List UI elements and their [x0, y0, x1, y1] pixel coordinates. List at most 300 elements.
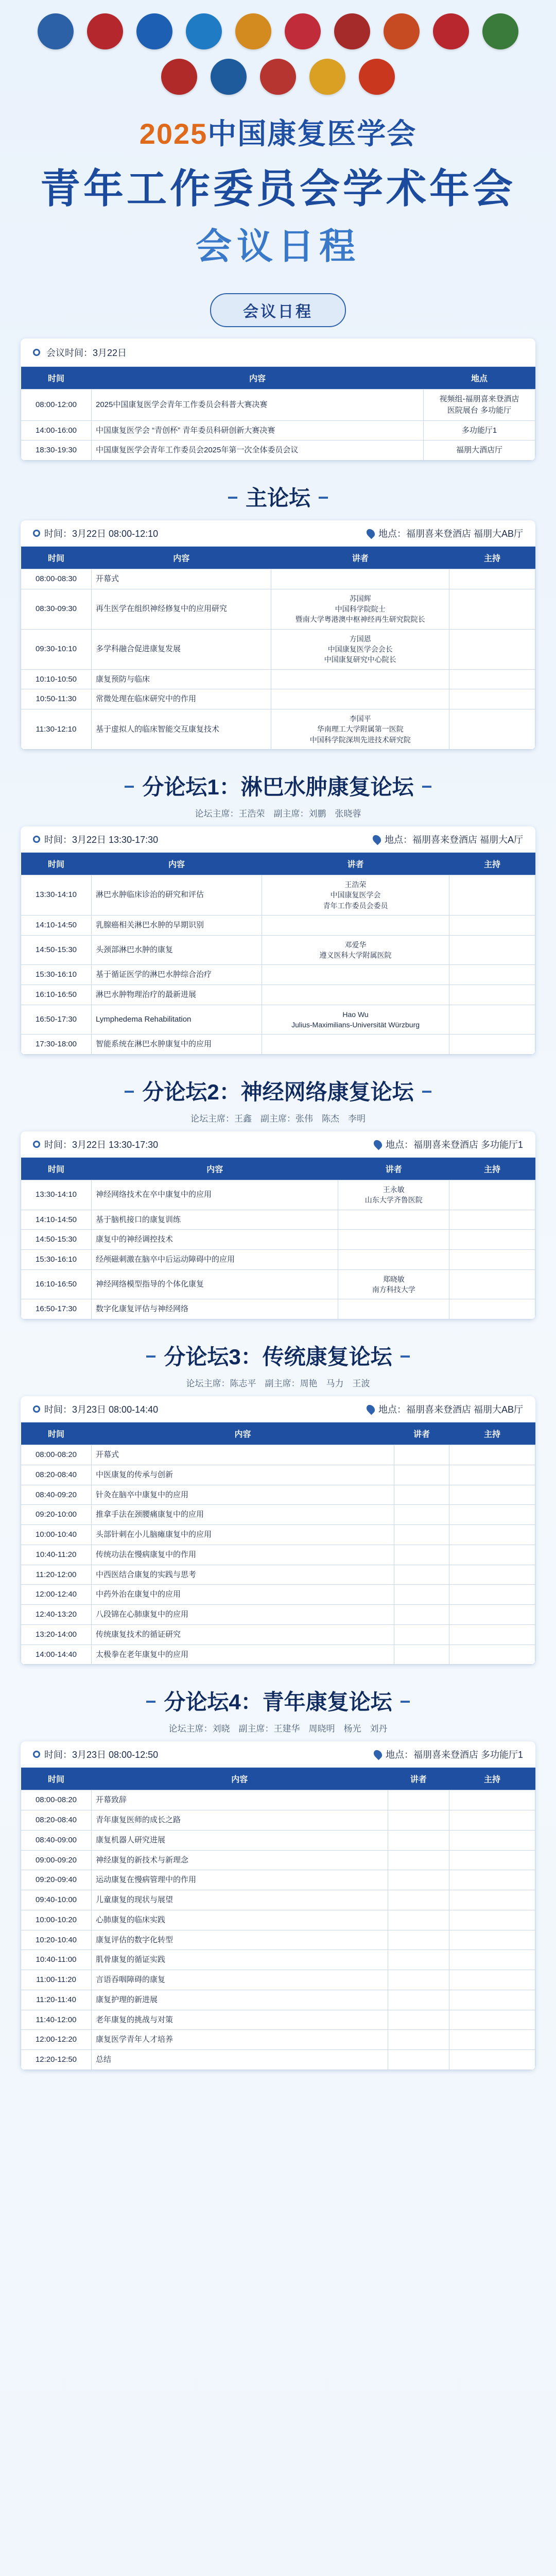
table-row	[21, 1790, 535, 1810]
table-cell: 18:30-19:30	[21, 440, 92, 461]
table-cell	[449, 1810, 535, 1831]
table-cell: 15:30-16:10	[21, 965, 92, 985]
table-cell: 14:50-15:30	[21, 935, 92, 965]
table-cell: 康复评估的数字化转型	[92, 1930, 388, 1950]
session-place: 地点：福朋喜来登酒店 多功能厅1	[385, 1750, 523, 1760]
table-cell	[449, 1250, 535, 1270]
table-cell: 14:00-14:40	[21, 1645, 92, 1665]
location-pin-icon	[372, 1139, 384, 1150]
table-cell: 头部针刺在小儿脑瘫康复中的应用	[92, 1525, 394, 1545]
session-table	[21, 1422, 535, 1665]
table-cell	[388, 1950, 449, 1970]
table-cell	[449, 2050, 535, 2070]
table-row	[21, 2030, 535, 2050]
table-cell	[449, 1870, 535, 1890]
table-cell: 中西医结合康复的实践与思考	[92, 1565, 394, 1585]
table-cell: 14:00-16:00	[21, 420, 92, 440]
table-cell: 基于循证医学的淋巴水肿综合治疗	[92, 965, 262, 985]
table-row	[21, 2010, 535, 2030]
table-cell: 康复医学青年人才培养	[92, 2030, 388, 2050]
table-cell: 传统康复技术的循证研究	[92, 1624, 394, 1645]
agenda-ribbon: 会议日程	[210, 293, 346, 327]
table-cell	[449, 915, 535, 935]
table-cell	[449, 1035, 535, 1055]
session-table	[21, 1768, 535, 2070]
table-cell: 11:30-12:10	[21, 709, 92, 750]
table-cell: 方国恩 中国康复医学会会长 中国康复研究中心院长	[271, 629, 449, 669]
table-cell	[388, 1890, 449, 1910]
table-cell: 10:40-11:00	[21, 1950, 92, 1970]
column-header: 讲者	[271, 547, 449, 569]
table-row	[21, 1870, 535, 1890]
table-cell	[449, 669, 535, 689]
table-row	[21, 1545, 535, 1565]
session-place: 地点：福朋喜来登酒店 福朋大AB厅	[378, 529, 523, 539]
table-row	[21, 985, 535, 1005]
table-cell: 13:30-14:10	[21, 1180, 92, 1210]
session-card	[21, 1741, 535, 2070]
section-title-text: 分论坛3：传统康复论坛	[146, 1340, 409, 1371]
table-cell: 中国康复医学会 “青创杯” 青年委员科研创新大赛决赛	[92, 420, 424, 440]
table-cell	[394, 1624, 449, 1645]
session-card	[21, 520, 535, 750]
table-cell	[449, 1299, 535, 1319]
table-cell: 15:30-16:10	[21, 1250, 92, 1270]
table-row	[21, 1850, 535, 1870]
table-row	[21, 1830, 535, 1850]
table-row	[21, 1890, 535, 1910]
session-card	[21, 826, 535, 1055]
table-cell	[388, 2010, 449, 2030]
table-cell: 开幕式	[92, 1445, 394, 1465]
table-row	[21, 965, 535, 985]
table-row	[21, 875, 535, 915]
table-row	[21, 1565, 535, 1585]
logo-15-icon	[359, 59, 395, 95]
column-header: 讲者	[262, 853, 449, 875]
table-row	[21, 1445, 535, 1465]
table-cell	[388, 1790, 449, 1810]
table-cell: 开幕式	[92, 569, 271, 589]
table-cell	[449, 1545, 535, 1565]
table-row	[21, 1645, 535, 1665]
logo-8-icon	[384, 13, 420, 49]
table-row	[21, 1485, 535, 1505]
table-cell: 10:10-10:50	[21, 669, 92, 689]
table-cell	[449, 1645, 535, 1665]
table-cell: 传统功法在慢病康复中的作用	[92, 1545, 394, 1565]
table-cell: Lymphedema Rehabilitation	[92, 1005, 262, 1035]
table-cell	[449, 2010, 535, 2030]
table-cell	[262, 965, 449, 985]
table-cell	[338, 1210, 449, 1230]
session-time: 时间：3月22日 13:30-17:30	[44, 1140, 159, 1150]
table-cell	[449, 1565, 535, 1585]
section-title-text: 分论坛4：青年康复论坛	[146, 1685, 409, 1716]
overview-date: 会议时间：3月22日	[46, 348, 127, 358]
table-cell	[449, 965, 535, 985]
table-row	[21, 1605, 535, 1625]
table-row	[21, 1930, 535, 1950]
table-cell: Hao Wu Julius-Maximilians-Universität Würzburg	[262, 1005, 449, 1035]
table-cell: 12:00-12:20	[21, 2030, 92, 2050]
table-cell	[449, 1990, 535, 2010]
table-cell: 09:20-10:00	[21, 1505, 92, 1525]
table-cell	[449, 1269, 535, 1299]
table-cell: 08:20-08:40	[21, 1465, 92, 1485]
logo-9-icon	[433, 13, 469, 49]
table-cell: 针灸在脑卒中康复中的应用	[92, 1485, 394, 1505]
column-header: 讲者	[338, 1158, 449, 1180]
table-cell	[449, 1505, 535, 1525]
table-cell: 淋巴水肿临床诊治的研究和评估	[92, 875, 262, 915]
table-cell: 10:20-10:40	[21, 1930, 92, 1950]
hero-title	[0, 111, 556, 269]
table-cell: 青年康复医师的成长之路	[92, 1810, 388, 1831]
table-cell: 08:00-08:30	[21, 569, 92, 589]
table-cell	[394, 1645, 449, 1665]
table-row	[21, 1910, 535, 1930]
column-header: 内容	[92, 1158, 338, 1180]
column-header: 时间	[21, 1422, 92, 1445]
section-title	[0, 1340, 556, 1371]
table-row	[21, 569, 535, 589]
section-title-text: 分论坛2：神经网络康复论坛	[125, 1075, 431, 1106]
table-cell	[449, 1624, 535, 1645]
table-cell: 太极拳在老年康复中的应用	[92, 1645, 394, 1665]
section-chairs: 论坛主席：陈志平 副主席：周艳 马力 王波	[186, 1379, 370, 1389]
table-cell	[388, 1930, 449, 1950]
table-cell	[449, 1930, 535, 1950]
table-cell: 08:20-08:40	[21, 1810, 92, 1831]
table-row	[21, 915, 535, 935]
table-cell	[449, 1445, 535, 1465]
table-cell: 08:00-08:20	[21, 1790, 92, 1810]
table-cell: 神经康复的新技术与新理念	[92, 1850, 388, 1870]
table-cell	[449, 1830, 535, 1850]
table-cell: 08:00-08:20	[21, 1445, 92, 1465]
session-place: 地点：福朋喜来登酒店 福朋大A厅	[384, 834, 523, 845]
table-cell	[449, 709, 535, 750]
table-cell	[394, 1525, 449, 1545]
logo-11-icon	[161, 59, 197, 95]
table-cell: 16:10-16:50	[21, 985, 92, 1005]
table-cell: 头颈部淋巴水肿的康复	[92, 935, 262, 965]
table-cell	[388, 2050, 449, 2070]
table-cell: 13:20-14:00	[21, 1624, 92, 1645]
table-cell: 多功能厅1	[424, 420, 535, 440]
table-cell: 16:50-17:30	[21, 1299, 92, 1319]
session-time: 时间：3月23日 08:00-14:40	[44, 1404, 159, 1415]
clock-icon	[33, 1405, 40, 1413]
table-cell: 11:20-11:40	[21, 1990, 92, 2010]
table-cell	[449, 1465, 535, 1485]
table-cell	[388, 2030, 449, 2050]
table-cell	[271, 569, 449, 589]
table-cell: 中医康复的传承与创新	[92, 1465, 394, 1485]
column-header: 内容	[92, 1422, 394, 1445]
column-header: 主持	[449, 547, 535, 569]
column-header: 主持	[449, 1422, 535, 1445]
logo-12-icon	[211, 59, 247, 95]
table-cell: 11:00-11:20	[21, 1970, 92, 1990]
table-cell: 邓爱华 遵义医科大学附属医院	[262, 935, 449, 965]
logo-1-icon	[38, 13, 74, 49]
table-cell: 总结	[92, 2050, 388, 2070]
table-cell: 淋巴水肿物理治疗的最新进展	[92, 985, 262, 1005]
session-time: 时间：3月23日 08:00-12:50	[44, 1750, 159, 1760]
clock-icon	[33, 1141, 40, 1148]
table-cell	[449, 1180, 535, 1210]
column-header: 时间	[21, 547, 92, 569]
table-cell	[394, 1465, 449, 1485]
table-cell: 郑晓敏 南方科技大学	[338, 1269, 449, 1299]
table-cell	[394, 1445, 449, 1465]
column-header: 讲者	[394, 1422, 449, 1445]
section-chairs: 论坛主席：王浩荣 副主席：刘鹏 张晓蓉	[195, 808, 361, 819]
table-cell	[338, 1230, 449, 1250]
table-cell: 康复机器人研究进展	[92, 1830, 388, 1850]
section-title	[0, 1685, 556, 1716]
clock-icon	[33, 1751, 40, 1758]
column-header: 时间	[21, 367, 92, 389]
session-table	[21, 853, 535, 1055]
table-cell: 李国平 华南理工大学附属第一医院 中国科学院深圳先进技术研究院	[271, 709, 449, 750]
table-cell: 10:40-11:20	[21, 1545, 92, 1565]
table-row	[21, 1180, 535, 1210]
section-title	[0, 481, 556, 512]
table-cell: 09:00-09:20	[21, 1850, 92, 1870]
table-cell	[388, 1810, 449, 1831]
table-cell: 肌骨康复的循证实践	[92, 1950, 388, 1970]
table-row	[21, 935, 535, 965]
table-cell: 经颅磁刺激在脑卒中后运动障碍中的应用	[92, 1250, 338, 1270]
event-org: 中国康复医学会	[207, 117, 417, 150]
table-cell: 常微处理在临床研究中的作用	[92, 689, 271, 709]
table-cell	[262, 1035, 449, 1055]
clock-icon	[33, 836, 40, 843]
table-cell: 视频组-福朋喜来登酒店 医院展台 多功能厅	[424, 389, 535, 421]
session-time: 时间：3月22日 08:00-12:10	[44, 529, 159, 539]
table-cell	[449, 1790, 535, 1810]
column-header: 时间	[21, 1768, 92, 1790]
table-cell: 08:30-09:30	[21, 589, 92, 629]
table-cell: 14:10-14:50	[21, 1210, 92, 1230]
table-row	[21, 629, 535, 669]
section-title-text: 主论坛	[228, 481, 328, 512]
location-pin-icon	[372, 1749, 384, 1760]
logo-3-icon	[136, 13, 172, 49]
overview-table	[21, 367, 535, 461]
table-cell	[394, 1565, 449, 1585]
logo-10-icon	[482, 13, 518, 49]
logo-14-icon	[309, 59, 345, 95]
column-header: 时间	[21, 853, 92, 875]
table-cell: 康复预防与临床	[92, 669, 271, 689]
table-cell: 康复护理的新进展	[92, 1990, 388, 2010]
table-cell: 16:50-17:30	[21, 1005, 92, 1035]
section-title	[0, 770, 556, 801]
table-cell	[449, 875, 535, 915]
logo-13-icon	[260, 59, 296, 95]
table-cell	[394, 1485, 449, 1505]
event-subtitle: 会议日程	[196, 226, 360, 266]
table-cell: 再生医学在组织神经修复中的应用研究	[92, 589, 271, 629]
logo-7-icon	[334, 13, 370, 49]
table-cell: 基于虚拟人的临床智能交互康复技术	[92, 709, 271, 750]
table-row	[21, 1624, 535, 1645]
table-cell: 儿童康复的现状与展望	[92, 1890, 388, 1910]
clock-icon	[33, 530, 40, 537]
table-cell: 多学科融合促进康复发展	[92, 629, 271, 669]
logo-6-icon	[285, 13, 321, 49]
table-cell	[449, 985, 535, 1005]
table-cell: 老年康复的挑战与对策	[92, 2010, 388, 2030]
table-cell: 11:40-12:00	[21, 2010, 92, 2030]
table-cell	[449, 1890, 535, 1910]
table-cell: 09:30-10:10	[21, 629, 92, 669]
table-cell: 神经网络模型指导的个体化康复	[92, 1269, 338, 1299]
table-cell	[394, 1605, 449, 1625]
table-cell: 13:30-14:10	[21, 875, 92, 915]
column-header: 讲者	[388, 1768, 449, 1790]
event-title: 青年工作委员会学术年会	[40, 166, 516, 211]
table-cell: 14:50-15:30	[21, 1230, 92, 1250]
table-cell: 08:40-09:00	[21, 1830, 92, 1850]
table-cell: 14:10-14:50	[21, 915, 92, 935]
table-row	[21, 1970, 535, 1990]
table-cell	[271, 689, 449, 709]
table-cell	[449, 1585, 535, 1605]
table-cell	[394, 1505, 449, 1525]
table-cell	[449, 1210, 535, 1230]
location-pin-icon	[371, 834, 383, 845]
table-cell	[338, 1250, 449, 1270]
session-table	[21, 1158, 535, 1319]
table-row	[21, 589, 535, 629]
section-chairs: 论坛主席：王鑫 副主席：张伟 陈杰 李明	[190, 1114, 366, 1124]
session-table	[21, 547, 535, 750]
table-cell	[262, 985, 449, 1005]
table-cell	[449, 2030, 535, 2050]
column-header: 内容	[92, 853, 262, 875]
table-cell	[449, 569, 535, 589]
table-row	[21, 1230, 535, 1250]
table-cell: 10:00-10:40	[21, 1525, 92, 1545]
table-row	[21, 1035, 535, 1055]
table-cell	[388, 1830, 449, 1850]
table-cell: 10:50-11:30	[21, 689, 92, 709]
section-title	[0, 1075, 556, 1106]
table-cell	[394, 1545, 449, 1565]
table-row	[21, 1585, 535, 1605]
column-header: 主持	[449, 1768, 535, 1790]
table-row	[21, 1505, 535, 1525]
table-cell	[388, 1970, 449, 1990]
logo-row	[0, 0, 556, 100]
overview-card	[21, 338, 535, 461]
session-card	[21, 1131, 535, 1319]
table-cell: 08:00-12:00	[21, 389, 92, 421]
table-cell: 推拿手法在颈腰痛康复中的应用	[92, 1505, 394, 1525]
table-row	[21, 440, 535, 461]
table-cell: 12:20-12:50	[21, 2050, 92, 2070]
table-cell	[449, 1525, 535, 1545]
location-pin-icon	[365, 528, 377, 539]
table-cell	[449, 1005, 535, 1035]
table-cell	[449, 629, 535, 669]
table-row	[21, 1269, 535, 1299]
session-place: 地点：福朋喜来登酒店 多功能厅1	[385, 1140, 523, 1150]
column-header: 地点	[424, 367, 535, 389]
table-row	[21, 669, 535, 689]
table-cell	[449, 689, 535, 709]
table-cell	[271, 669, 449, 689]
table-cell: 16:10-16:50	[21, 1269, 92, 1299]
table-cell: 神经网络技术在卒中康复中的应用	[92, 1180, 338, 1210]
location-pin-icon	[365, 1403, 377, 1415]
table-cell: 苏国辉 中国科学院院士 暨南大学粤港澳中枢神经再生研究院院长	[271, 589, 449, 629]
table-cell	[449, 1950, 535, 1970]
table-cell: 10:00-10:20	[21, 1910, 92, 1930]
table-cell: 09:20-09:40	[21, 1870, 92, 1890]
table-cell	[449, 1485, 535, 1505]
table-cell: 康复中的神经调控技术	[92, 1230, 338, 1250]
column-header: 主持	[449, 1158, 535, 1180]
logo-2-icon	[87, 13, 123, 49]
column-header: 主持	[449, 853, 535, 875]
table-row	[21, 1950, 535, 1970]
table-row	[21, 1299, 535, 1319]
table-cell: 中药外治在康复中的应用	[92, 1585, 394, 1605]
column-header: 内容	[92, 1768, 388, 1790]
table-row	[21, 2050, 535, 2070]
table-cell: 2025中国康复医学会青年工作委员会科普大赛决赛	[92, 389, 424, 421]
table-cell: 数字化康复评估与神经网络	[92, 1299, 338, 1319]
table-cell	[449, 1910, 535, 1930]
table-cell: 08:40-09:20	[21, 1485, 92, 1505]
clock-icon	[33, 349, 40, 356]
table-cell: 言语吞咽障碍的康复	[92, 1970, 388, 1990]
section-title-text: 分论坛1：淋巴水肿康复论坛	[125, 770, 431, 801]
table-cell: 福朋大酒店厅	[424, 440, 535, 461]
table-cell	[338, 1299, 449, 1319]
session-time: 时间：3月22日 13:30-17:30	[44, 834, 159, 845]
table-cell: 王浩荣 中国康复医学会 青年工作委员会委员	[262, 875, 449, 915]
table-cell: 智能系统在淋巴水肿康复中的应用	[92, 1035, 262, 1055]
table-cell	[449, 1605, 535, 1625]
table-cell: 中国康复医学会青年工作委员会2025年第一次全体委员会议	[92, 440, 424, 461]
table-cell	[449, 1970, 535, 1990]
table-row	[21, 689, 535, 709]
session-place: 地点：福朋喜来登酒店 福朋大AB厅	[378, 1404, 523, 1415]
table-cell	[388, 1850, 449, 1870]
table-row	[21, 389, 535, 421]
table-cell	[449, 589, 535, 629]
table-cell	[449, 1230, 535, 1250]
table-cell: 运动康复在慢病管理中的作用	[92, 1870, 388, 1890]
column-header: 内容	[92, 367, 424, 389]
table-cell: 12:00-12:40	[21, 1585, 92, 1605]
table-cell: 11:20-12:00	[21, 1565, 92, 1585]
table-cell	[262, 915, 449, 935]
table-cell: 17:30-18:00	[21, 1035, 92, 1055]
table-row	[21, 420, 535, 440]
column-header: 时间	[21, 1158, 92, 1180]
table-cell: 王永敏 山东大学齐鲁医院	[338, 1180, 449, 1210]
session-card	[21, 1396, 535, 1665]
table-row	[21, 709, 535, 750]
